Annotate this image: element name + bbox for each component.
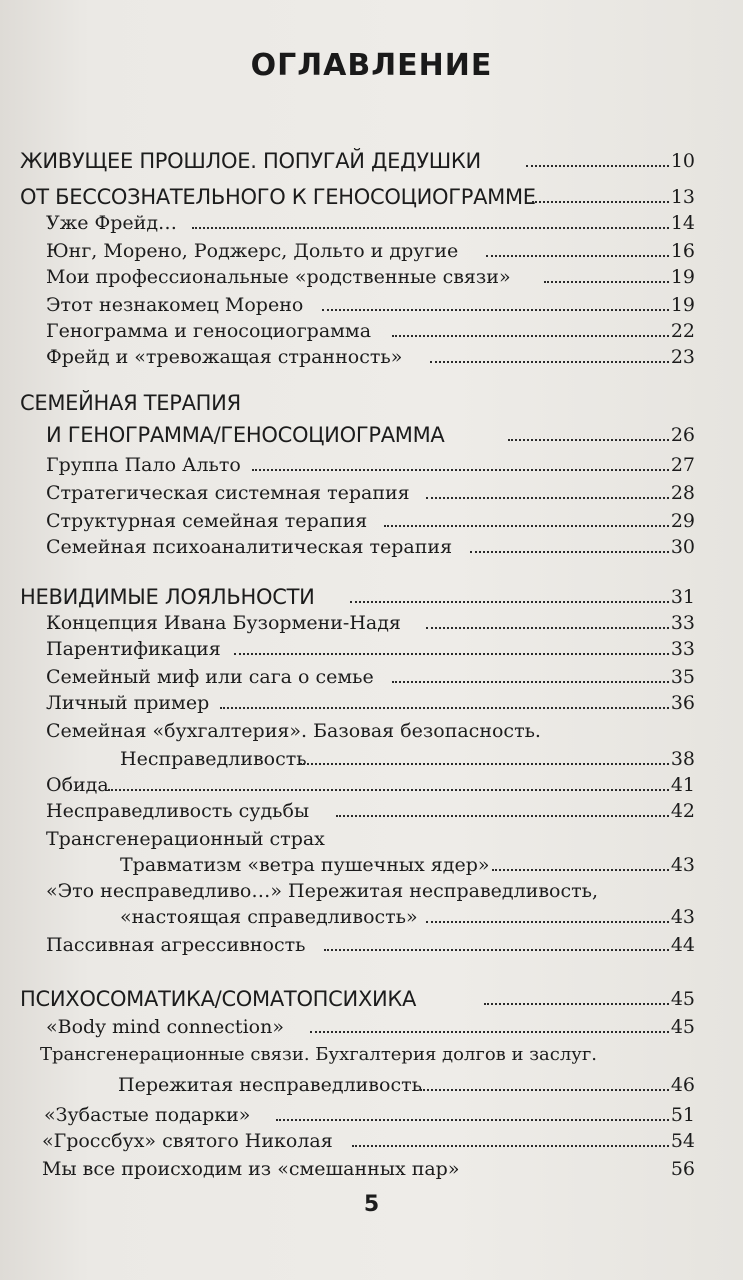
toc-item [0,796,743,826]
toc-page-number: 16 [670,240,695,262]
toc-leader-dots [322,309,669,311]
toc-page-number: 45 [670,988,695,1010]
toc-leader-dots [470,551,669,553]
toc-item-title: Парентификация [46,638,221,660]
toc-item-title-line1: Семейная «бухгалтерия». Базовая безопасность. [46,720,541,742]
toc-item [0,930,743,960]
toc-leader-dots [492,869,669,871]
toc-item-title: Пережитая несправедливость [118,1074,422,1096]
toc-page-number: 33 [670,612,695,634]
toc-item-title: «Гроссбух» святого Николая [42,1130,333,1152]
toc-page-number: 43 [670,906,695,928]
toc-leader-dots [384,525,669,527]
toc-item-line [0,716,743,746]
toc-section [0,420,743,450]
toc-page-number: 13 [670,186,695,208]
toc-leader-dots [300,763,669,765]
toc-leader-dots [484,1003,669,1005]
toc-item [0,1012,743,1042]
toc-section-title-line1: СЕМЕЙНАЯ ТЕРАПИЯ [20,391,241,415]
toc-item [0,1070,743,1100]
toc-leader-dots [234,653,669,655]
toc-item [0,532,743,562]
toc-section-line [0,388,743,418]
toc-leader-dots [486,255,669,257]
toc-item-title: Генограмма и геносоциограмма [46,320,372,342]
toc-page-number: 26 [670,424,695,446]
toc-page-number: 31 [670,586,695,608]
toc-section [0,984,743,1014]
toc-page-number: 19 [670,266,695,288]
toc-item [0,478,743,508]
toc-page-number: 30 [670,536,695,558]
toc-leader-dots [276,1119,669,1121]
toc-page-number: 44 [670,934,695,956]
toc-item [0,342,743,372]
toc-page-number: 38 [670,748,695,770]
toc-item [0,902,743,932]
contents-heading: ОГЛАВЛЕНИЕ [250,48,493,83]
toc-item-title: Концепция Ивана Бузормени-Надя [46,612,401,634]
toc-item-title: Травматизм «ветра пушечных ядер» [120,854,490,876]
toc-page-number: 28 [670,482,695,504]
toc-leader-dots [336,815,669,817]
toc-page-number: 42 [670,800,695,822]
toc-leader-dots [350,601,669,603]
toc-item [0,262,743,292]
toc-item-title: Фрейд и «тревожащая странность» [46,346,403,368]
toc-leader-dots [426,627,669,629]
toc-item-title-line1: «Это несправедливо…» Пережитая несправедливость, [46,880,599,902]
toc-section-title: НЕВИДИМЫЕ ЛОЯЛЬНОСТИ [20,585,315,609]
toc-item-title: Этот незнакомец Морено [46,294,304,316]
toc-leader-dots [426,497,669,499]
toc-leader-dots [192,227,669,229]
toc-page-number: 54 [670,1130,695,1152]
toc-leader-dots [352,1145,669,1147]
toc-item [0,1126,743,1156]
toc-item-title: «Зубастые подарки» [44,1104,251,1126]
toc-leader-dots [426,921,669,923]
toc-page-number: 45 [670,1016,695,1038]
toc-leader-dots [420,1089,669,1091]
toc-item [0,450,743,480]
toc-item-title: Семейная психоаналитическая терапия [46,536,453,558]
toc-page-number: 19 [670,294,695,316]
toc-item [0,1154,743,1184]
toc-page-number: 36 [670,692,695,714]
toc-item-title: Мы все происходим из «смешанных пар» [42,1158,460,1180]
toc-item-title-line1: Трансгенерационные связи. Бухгалтерия долгов и заслуг. [40,1044,598,1065]
toc-leader-dots [108,789,669,791]
toc-leader-dots [430,361,669,363]
toc-leader-dots [392,335,669,337]
toc-item-title: Мои профессиональные «родственные связи» [46,266,511,288]
toc-item [0,688,743,718]
toc-page-number: 41 [670,774,695,796]
toc-page-number: 29 [670,510,695,532]
toc-leader-dots [508,439,669,441]
toc-item-title: Уже Фрейд… [46,212,178,234]
toc-page-number: 56 [670,1158,695,1180]
toc-section-title: ОТ БЕССОЗНАТЕЛЬНОГО К ГЕНОСОЦИОГРАММЕ [20,185,536,209]
toc-item [0,208,743,238]
toc-section-title: ПСИХОСОМАТИКА/СОМАТОПСИХИКА [20,987,417,1011]
toc-item-line [0,1040,743,1070]
toc-item-title: Юнг, Морено, Роджерс, Дольто и другие [46,240,459,262]
toc-leader-dots [220,707,669,709]
toc-page-number: 35 [670,666,695,688]
toc-leader-dots [532,201,669,203]
toc-page-number: 51 [670,1104,695,1126]
toc-item-title: Несправедливость [120,748,307,770]
toc-item-title: Структурная семейная терапия [46,510,368,532]
toc-page-number: 46 [670,1074,695,1096]
toc-item-title: Пассивная агрессивность [46,934,306,956]
toc-leader-dots [310,1031,669,1033]
toc-item-title: Обида [46,774,109,796]
toc-page-number: 22 [670,320,695,342]
toc-page-number: 33 [670,638,695,660]
toc-item-title: «настоящая справедливость» [120,906,418,928]
toc-item-title: Несправедливость судьбы [46,800,310,822]
toc-page-number: 23 [670,346,695,368]
toc-section-title: И ГЕНОГРАММА/ГЕНОСОЦИОГРАММА [46,423,445,447]
toc-leader-dots [478,1173,669,1175]
toc-section [0,146,743,176]
toc-section-title: ЖИВУЩЕЕ ПРОШЛОЕ. ПОПУГАЙ ДЕДУШКИ [20,149,481,173]
toc-leader-dots [526,165,669,167]
toc-leader-dots [392,681,669,683]
toc-item-title-line1: Трансгенерационный страх [46,828,325,850]
toc-item-title: Личный пример [46,692,210,714]
toc-item-title: «Body mind connection» [46,1016,284,1038]
toc-item [0,634,743,664]
toc-leader-dots [544,281,669,283]
toc-item-title: Семейный миф или сага о семье [46,666,374,688]
toc-item-title: Группа Пало Альто [46,454,241,476]
toc-leader-dots [252,469,669,471]
page-number: 5 [363,1192,380,1217]
toc-page-number: 27 [670,454,695,476]
toc-page-number: 43 [670,854,695,876]
toc-page-number: 10 [670,150,695,172]
toc-leader-dots [324,949,669,951]
toc-page-number: 14 [670,212,695,234]
toc-item-title: Стратегическая системная терапия [46,482,410,504]
